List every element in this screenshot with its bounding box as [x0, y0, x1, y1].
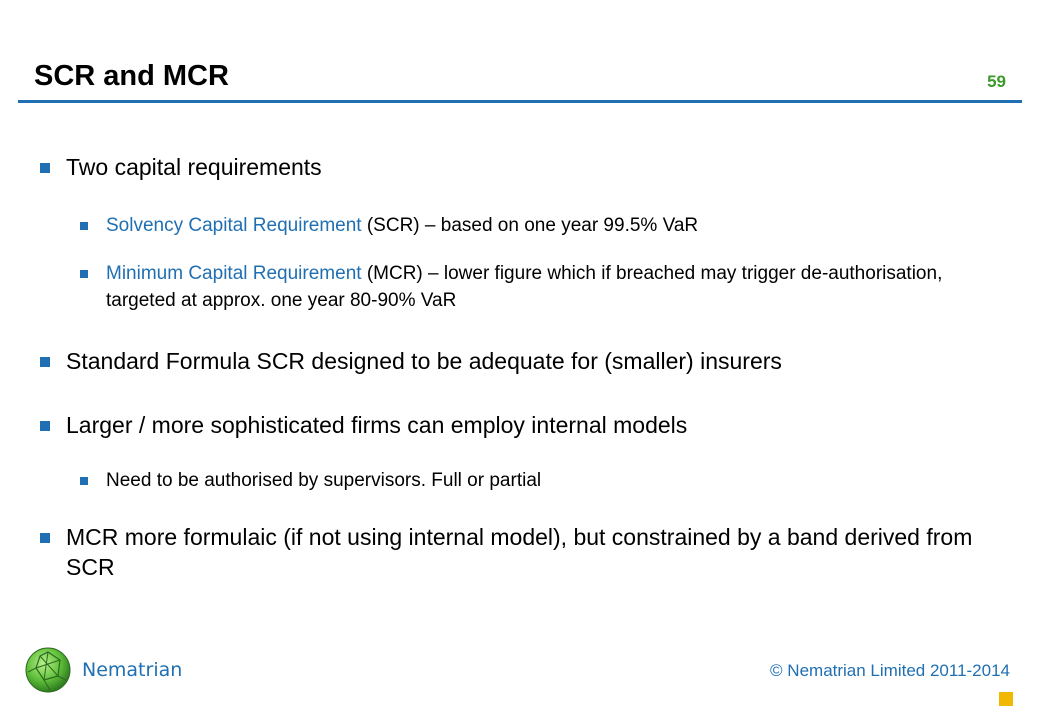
square-bullet-icon — [80, 477, 88, 485]
sub-bullet-scr — [40, 212, 1000, 239]
nematrian-globe-icon — [24, 646, 72, 694]
square-bullet-icon — [80, 222, 88, 230]
mcr-description: (MCR) – lower figure which if breached may trigger de-authorisation, targeted at approx. one year 80-90% VaR — [106, 263, 943, 311]
bullet-standard-formula — [40, 346, 1000, 376]
title-divider — [18, 100, 1022, 103]
bullet-two-capital-requirements — [40, 152, 1000, 182]
footer-brand: Nematrian — [82, 659, 183, 681]
sub-bullet-authorisation — [40, 467, 1000, 494]
footer-copyright: © Nematrian Limited 2011-2014 — [770, 661, 1010, 680]
corner-marker — [999, 692, 1013, 706]
square-bullet-icon — [40, 357, 50, 367]
bullet-text: Larger / more sophisticated firms can employ internal models — [66, 412, 688, 438]
mcr-term: Minimum Capital Requirement — [106, 263, 362, 284]
bullet-text: Standard Formula SCR designed to be adequate for (smaller) insurers — [66, 348, 782, 374]
bullet-mcr-formulaic — [40, 522, 1000, 582]
bullet-internal-models — [40, 410, 1000, 440]
square-bullet-icon — [40, 163, 50, 173]
bullet-text: Two capital requirements — [66, 154, 322, 180]
scr-term: Solvency Capital Requirement — [106, 215, 362, 236]
bullet-text: MCR more formulaic (if not using internal model), but constrained by a band derived from SCR — [66, 524, 973, 580]
bullet-text: Need to be authorised by supervisors. Full or partial — [106, 470, 542, 491]
page-number: 59 — [987, 72, 1006, 91]
square-bullet-icon — [80, 270, 88, 278]
slide-title: SCR and MCR — [34, 60, 229, 92]
slide-body — [40, 152, 1000, 582]
square-bullet-icon — [40, 533, 50, 543]
sub-bullet-mcr — [40, 260, 1000, 314]
square-bullet-icon — [40, 421, 50, 431]
scr-description: (SCR) – based on one year 99.5% VaR — [361, 215, 699, 236]
